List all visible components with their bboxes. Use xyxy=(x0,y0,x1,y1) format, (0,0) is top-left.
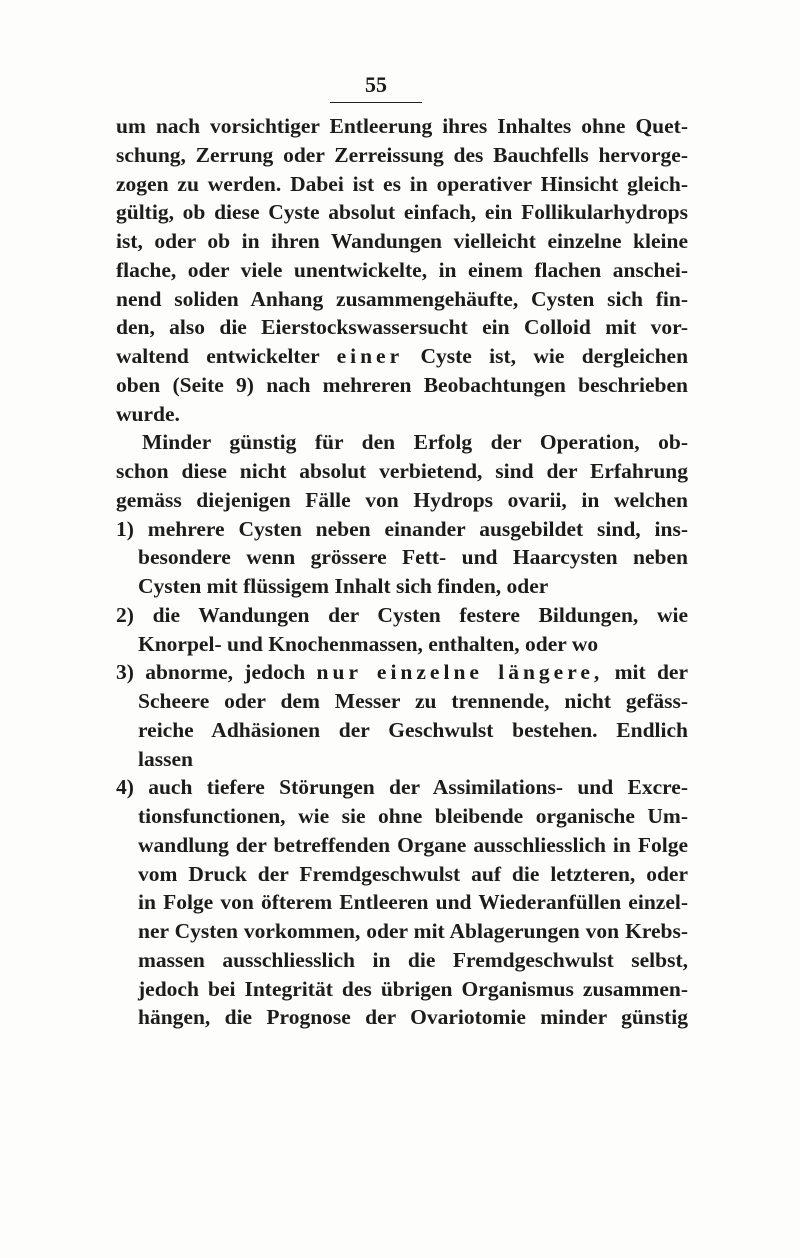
text-line: in Folge von öfterem Entleeren und Wiederanfüllen einzel- xyxy=(138,890,688,915)
text-line: hängen, die Prognose der Ovariotomie minder günstig xyxy=(138,1005,688,1030)
text-line: Cysten mit flüssigem Inhalt sich finden, oder xyxy=(138,574,549,598)
text-line: ner Cysten vorkommen, oder mit Ablagerungen von Krebs- xyxy=(138,919,688,943)
text-line: ist, oder ob in ihren Wandungen vielleicht einzelne kleine xyxy=(116,229,688,253)
text-line xyxy=(116,342,688,371)
emphasized-word: einer xyxy=(336,344,404,368)
text-line: gemäss diejenigen Fälle von Hydrops ovarii, in welchen xyxy=(116,487,688,512)
text-line: Scheere oder dem Messer zu trennende, nicht gefäss- xyxy=(138,689,688,713)
text-line: zogen zu werden. Dabei ist es in operativer Hinsicht gleich- xyxy=(116,171,688,196)
text-line: besondere wenn grössere Fett- und Haarcysten neben xyxy=(138,545,688,570)
text-line: jedoch bei Integrität des übrigen Organismus zusammen- xyxy=(138,976,688,1001)
list-item-2: 2) die Wandungen der Cysten festere Bildungen, wie xyxy=(116,602,688,627)
text-line: nend soliden Anhang zusammengehäufte, Cysten sich fin- xyxy=(116,286,688,311)
text-line: gültig, ob diese Cyste absolut einfach, ein Follikularhydrops xyxy=(116,200,688,225)
text-segment: mit der xyxy=(614,660,689,685)
list-item-4: 4) auch tiefere Störungen der Assimilations- und Excre- xyxy=(116,775,688,800)
text-line: massen ausschliesslich in die Fremdgeschwulst selbst, xyxy=(138,947,688,972)
text-segment: waltend entwickelter xyxy=(116,344,320,368)
list-item-3 xyxy=(116,658,688,687)
text-line: reiche Adhäsionen der Geschwulst bestehen. Endlich xyxy=(138,717,688,742)
emphasized-phrase: nur einzelne längere, xyxy=(316,660,604,685)
text-line: tionsfunctionen, wie sie ohne bleibende organische Um- xyxy=(138,804,688,828)
text-line: um nach vorsichtiger Entleerung ihres Inhaltes ohne Quet- xyxy=(116,114,688,138)
text-line: vom Druck der Fremdgeschwulst auf die letzteren, oder xyxy=(138,861,688,886)
text-line: wurde. xyxy=(116,401,180,426)
text-line: lassen xyxy=(138,746,193,771)
text-line: Knorpel- und Knochenmassen, enthalten, oder wo xyxy=(138,631,599,656)
text-line: schung, Zerrung oder Zerreissung des Bauchfells hervorge- xyxy=(116,142,688,167)
page-number: 55 xyxy=(330,72,422,103)
text-segment: 3) abnorme, jedoch xyxy=(116,660,306,685)
text-line: schon diese nicht absolut verbietend, sind der Erfahrung xyxy=(116,459,688,483)
text-line: wandlung der betreffenden Organe ausschliesslich in Folge xyxy=(138,832,688,857)
text-line: Minder günstig für den Erfolg der Operation, ob- xyxy=(142,430,688,455)
text-line: oben (Seite 9) nach mehreren Beobachtungen beschrieben xyxy=(116,372,688,397)
list-item-1: 1) mehrere Cysten neben einander ausgebildet sind, ins- xyxy=(116,516,688,541)
text-line: den, also die Eierstockswassersucht ein Colloid mit vor- xyxy=(116,315,688,340)
text-line: flache, oder viele unentwickelte, in einem flachen anschei- xyxy=(116,257,688,282)
text-segment: Cyste ist, wie dergleichen xyxy=(420,344,689,368)
body-text xyxy=(116,112,688,1032)
